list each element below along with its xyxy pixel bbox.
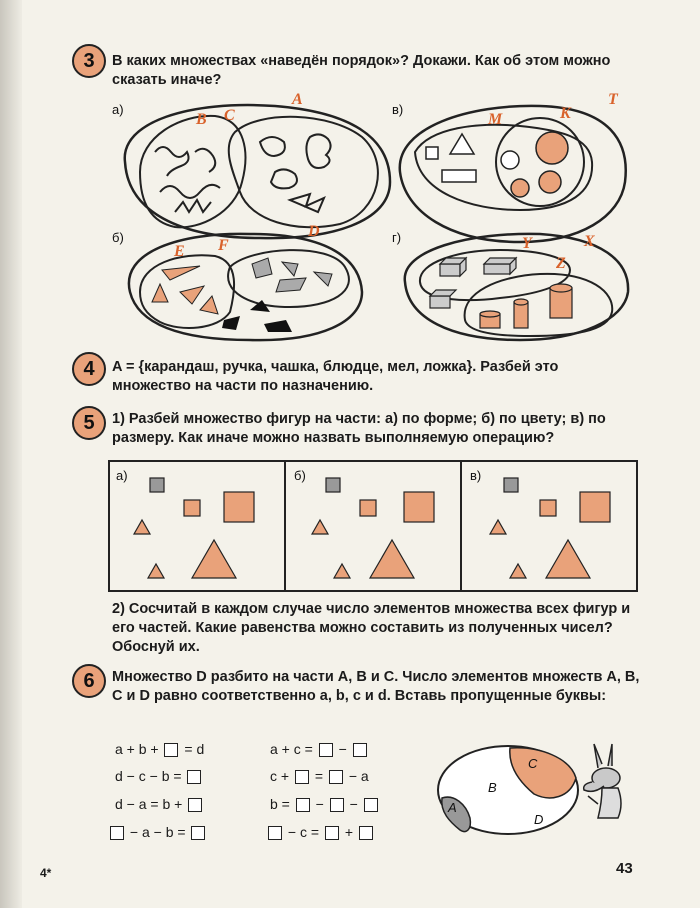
svg-text:в): в): [470, 468, 482, 483]
blank-box[interactable]: [296, 798, 310, 812]
blank-box[interactable]: [364, 798, 378, 812]
task5-figure-panels: [108, 460, 638, 592]
svg-text:Y: Y: [522, 235, 532, 252]
blank-box[interactable]: [353, 743, 367, 757]
svg-text:C: C: [224, 107, 235, 124]
task5-text-1: 1) Разбей множество фигур на части: а) по форме; б) по цвету; в) по размеру. Как иначе можно назвать выполняемую операцию?: [112, 411, 606, 446]
blank-box[interactable]: [188, 798, 202, 812]
footer-mark: 4*: [40, 866, 52, 880]
task3-set-diagrams: [100, 92, 660, 352]
equation-6: c + = − a: [270, 768, 369, 784]
blank-box[interactable]: [268, 826, 282, 840]
blank-box[interactable]: [164, 743, 178, 757]
svg-text:M: M: [488, 111, 503, 128]
equation-7: b = − −: [270, 796, 380, 812]
task-number-badge: 3: [72, 44, 106, 78]
svg-text:F: F: [218, 237, 229, 254]
set-A-oval: [125, 105, 390, 238]
blank-box[interactable]: [295, 770, 309, 784]
svg-text:D: D: [534, 812, 544, 827]
blank-box[interactable]: [110, 826, 124, 840]
equation-1: a + b + = d: [115, 741, 205, 757]
svg-text:B: B: [488, 780, 497, 795]
set-B-oval: [140, 116, 245, 227]
blank-box[interactable]: [330, 798, 344, 812]
equation-3: d − a = b +: [115, 796, 204, 812]
task3-text: В каких множествах «наведён порядок»? Докажи. Как об этом можно сказать иначе?: [112, 53, 611, 88]
blank-box[interactable]: [319, 743, 333, 757]
set-C-oval: [229, 117, 378, 227]
svg-text:K: K: [560, 105, 571, 122]
task5-text-2: 2) Сосчитай в каждом случае число элементов множества всех фигур и его частей. Какие равенства можно составить из полученных чисел? Обоснуй их.: [112, 601, 631, 655]
equation-4: − a − b =: [108, 824, 207, 840]
svg-text:D: D: [308, 223, 320, 240]
donkey-illustration: [584, 744, 621, 818]
task6-text: Множество D разбито на части A, B и C. Число элементов множеств A, B, C и D равно соответственно a, b, c и d. Вставь пропущенные буквы:: [112, 669, 640, 704]
svg-text:б): б): [294, 468, 306, 483]
task-number-badge: 6: [72, 664, 106, 698]
blank-box[interactable]: [325, 826, 339, 840]
equation-8: − c = +: [266, 824, 375, 840]
svg-text:A: A: [292, 92, 303, 108]
equation-2: d − c − b =: [115, 768, 203, 784]
page-binding-edge: [0, 0, 22, 908]
task-number-badge: 5: [72, 406, 106, 440]
subtask-label: а): [112, 102, 124, 117]
svg-text:X: X: [584, 233, 595, 250]
blank-box[interactable]: [329, 770, 343, 784]
blank-box[interactable]: [359, 826, 373, 840]
svg-text:E: E: [174, 243, 185, 260]
svg-text:T: T: [608, 92, 618, 108]
page-number: 43: [616, 860, 633, 877]
equation-5: a + c = −: [270, 741, 369, 757]
svg-text:б): б): [112, 230, 124, 245]
svg-text:C: C: [528, 756, 538, 771]
task4-text: A = {карандаш, ручка, чашка, блюдце, мел, ложка}. Разбей это множество на части по назначению.: [112, 359, 559, 394]
blank-box[interactable]: [187, 770, 201, 784]
svg-text:а): а): [116, 468, 128, 483]
svg-text:Z: Z: [556, 255, 566, 272]
svg-text:г): г): [392, 230, 402, 245]
svg-text:B: B: [196, 111, 207, 128]
task-number-badge: 4: [72, 352, 106, 386]
svg-text:в): в): [392, 102, 404, 117]
task6-set-diagram: [430, 738, 630, 842]
svg-text:A: A: [448, 800, 457, 815]
blank-box[interactable]: [191, 826, 205, 840]
